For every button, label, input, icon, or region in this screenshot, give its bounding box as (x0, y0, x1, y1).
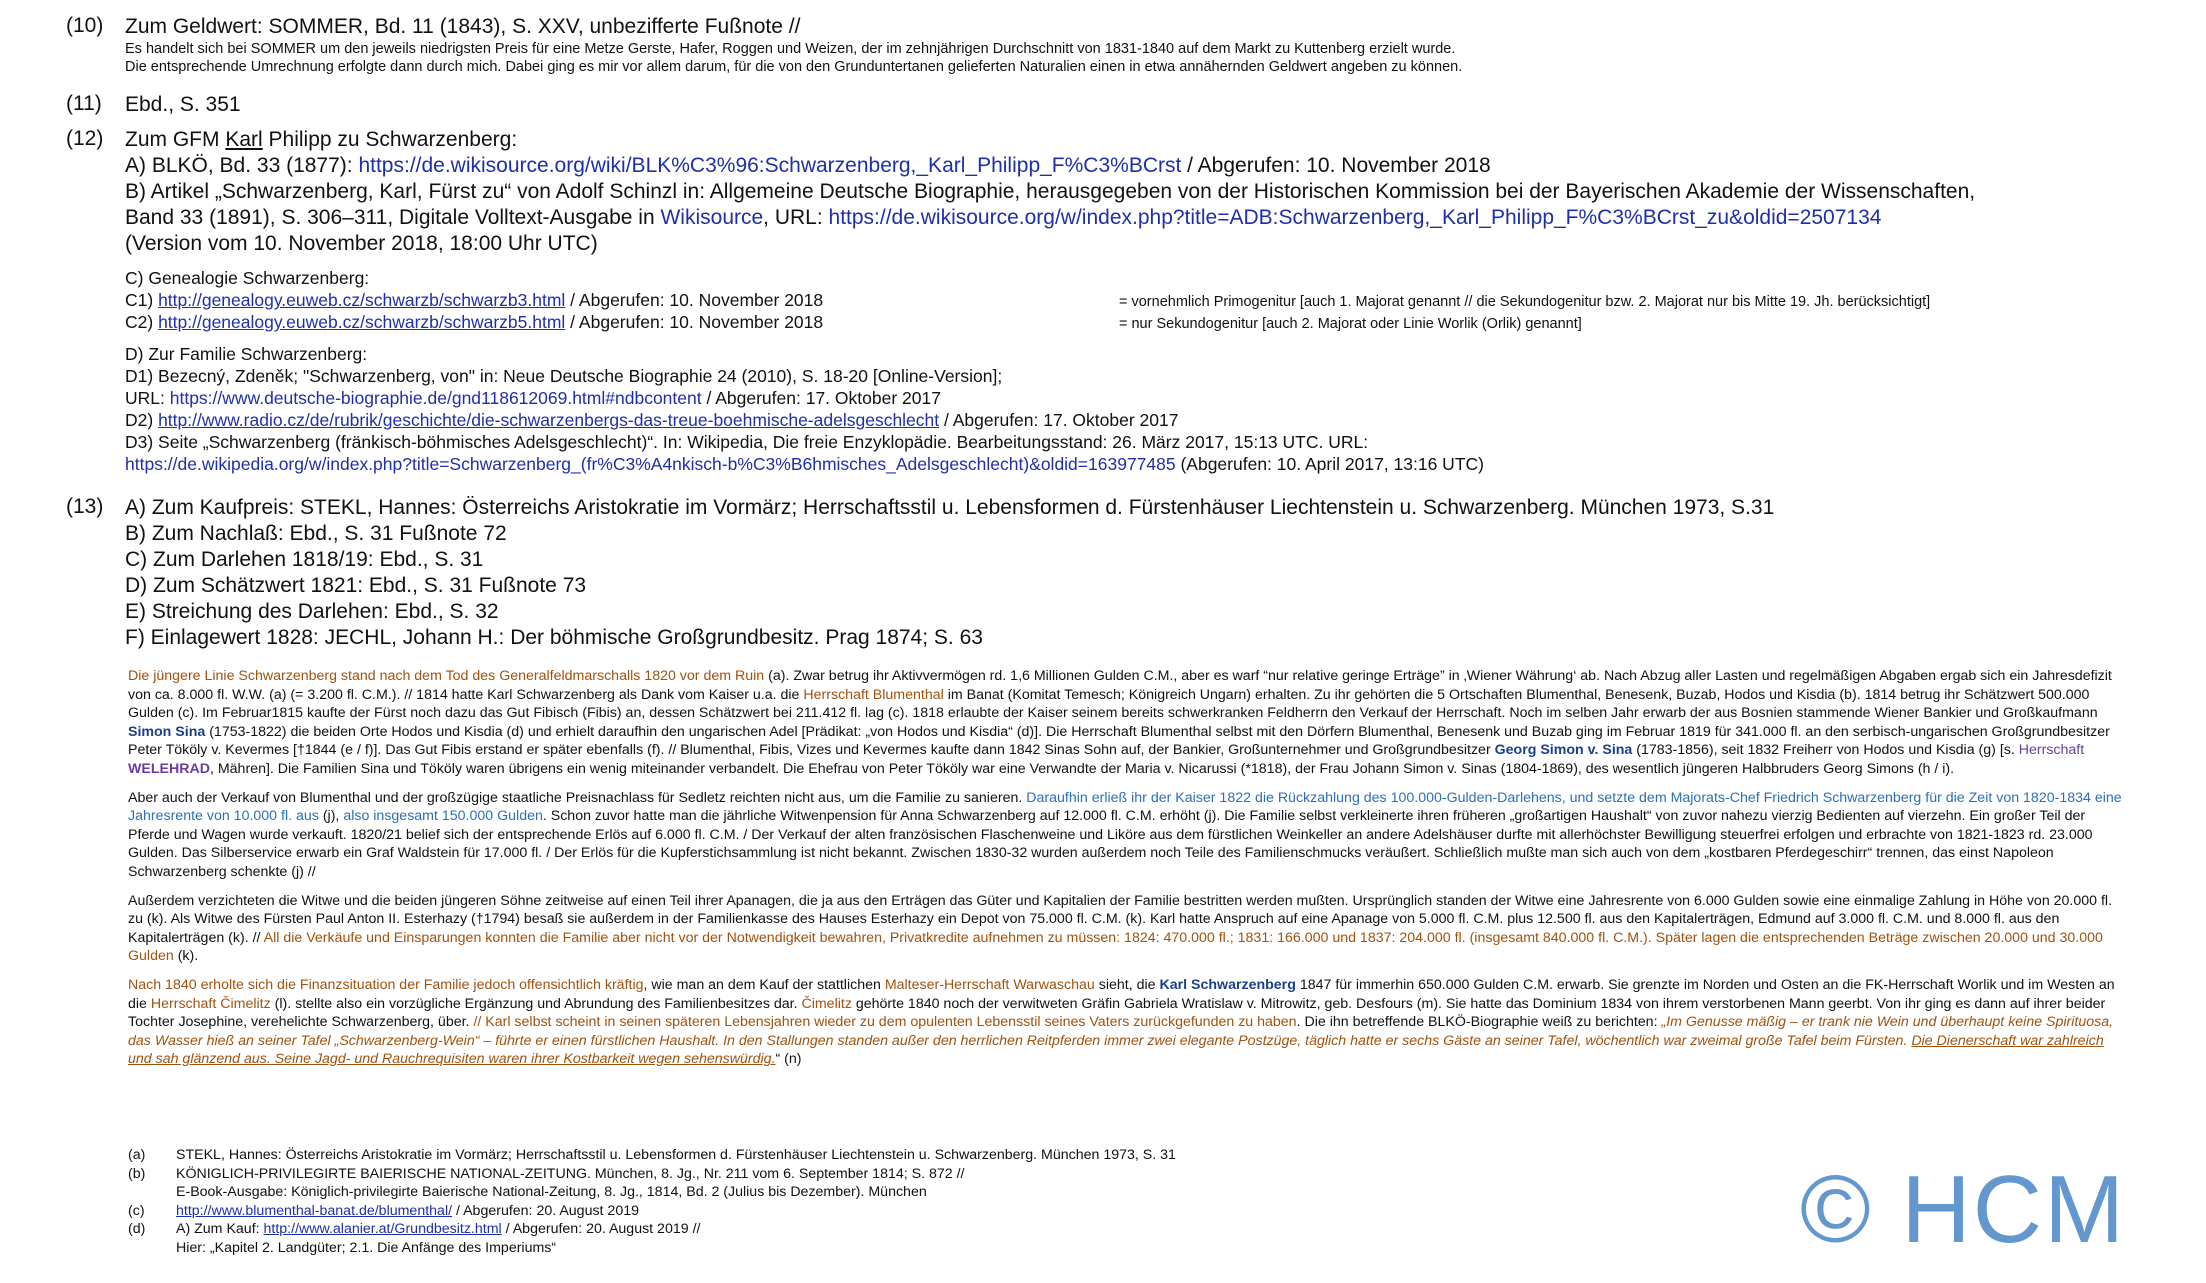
reference-a (128, 1146, 1528, 1165)
source-link[interactable]: https://www.deutsche-biographie.de/gnd118612069.html#ndbcontent (169, 388, 702, 408)
source-d1-url (125, 387, 2166, 409)
highlight-text: Malteser-Herrschaft Warwaschau (884, 976, 1095, 993)
source-c1 (125, 289, 2166, 311)
reference-b (128, 1165, 1528, 1184)
highlight-text: Die jüngere Linie Schwarzenberg stand nach dem Tod des Generalfeldmarschalls 1820 vor dem Ruin (128, 668, 765, 684)
source-label: A) BLKÖ, Bd. 33 (1877): (125, 154, 359, 177)
footnote-item: E) Streichung des Darlehen: Ebd., S. 32 (125, 600, 499, 623)
reference-key: (b) (128, 1165, 146, 1182)
access-date: / Abgerufen: 20. August 2019 // (501, 1221, 701, 1238)
footnote-12 (66, 127, 2166, 475)
reference-text: Hier: „Kapitel 2. Landgüter; 2.1. Die Anfänge des Imperiums“ (176, 1239, 557, 1256)
paragraph-text: 1847 für immerhin 650.000 Gulden C.M. erwarb. Sie grenzte im Norden und Osten an die FK-Herrschaft Worlik und im Westen an die (128, 976, 2115, 1012)
footnote-13 (66, 495, 2166, 651)
reference-c (128, 1202, 1528, 1221)
source-link[interactable]: https://de.wikisource.org/w/index.php?title=ADB:Schwarzenberg,_Karl_Philipp_F%C3%BCrst_zu&oldid=2507134 (828, 206, 1882, 229)
source-d3: D3) Seite „Schwarzenberg (fränkisch-böhmisches Adelsgeschlecht)“. In: Wikipedia, Die freie Enzyklopädie. Bearbeitungsstand: 26. März 2017, 15:13 UTC. URL: (125, 432, 1369, 452)
person-name: Karl Schwarzenberg (1159, 976, 1296, 993)
highlight-text: Herrschaft Čimelitz (150, 995, 271, 1012)
paragraph-text: , wie man an dem Kauf der stattlichen (643, 976, 885, 993)
reference-link[interactable]: http://www.blumenthal-banat.de/blumenthal/ (176, 1202, 453, 1219)
paragraph-text: sieht, die (1094, 976, 1160, 993)
source-a (125, 153, 2166, 179)
highlight-text: Daraufhin erließ ihr der Kaiser 1822 die Rückzahlung des 100.000-Gulden-Darlehens, und setzte dem Majorats-Chef Friedrich Schwarzenberg für die Zeit von 1820-1834 eine Jahresrente von 10.000 fl. aus (128, 789, 2122, 825)
source-link[interactable]: https://de.wikisource.org/wiki/BLK%C3%96:Schwarzenberg,_Karl_Philipp_F%C3%BCrst (358, 154, 1182, 177)
reference-b-line2 (128, 1183, 1528, 1202)
person-name: Simon Sina (128, 723, 206, 740)
source-c2 (125, 311, 2166, 333)
paragraph-text: (k). (173, 948, 199, 965)
footnote-item: D) Zum Schätzwert 1821: Ebd., S. 31 Fußnote 73 (125, 574, 587, 597)
paragraph-text: . Die ihn betreffende BLKÖ-Biographie weiß zu berichten: (1296, 1014, 1662, 1031)
source-label: D2) (125, 410, 159, 430)
highlight-text: also insgesamt 150.000 Gulden (343, 808, 543, 825)
paragraph-3 (128, 892, 2128, 966)
source-link[interactable]: https://de.wikipedia.org/w/index.php?title=Schwarzenberg_(fr%C3%A4nkisch-b%C3%B6hmisches_Adelsgeschlecht)&oldid=163977485 (125, 454, 1176, 474)
person-name: Georg Simon v. Sina (1494, 742, 1633, 759)
source-b-version: (Version vom 10. November 2018, 18:00 Uhr UTC) (125, 232, 598, 255)
highlight-text: Nach 1840 erholte sich die Finanzsituation der Familie jedoch offensichtlich kräftig (128, 976, 644, 993)
source-text: Band 33 (1891), S. 306–311, Digitale Volltext-Ausgabe in (125, 206, 661, 229)
source-label: URL: (125, 388, 170, 408)
source-d3-url (125, 453, 2166, 475)
source-b: B) Artikel „Schwarzenberg, Karl, Fürst zu“ von Adolf Schinzl in: Allgemeine Deutsche Biographie, herausgegeben von der Historischen Kommission bei der Bayerischen Akademie der Wissenschaften, (125, 180, 1976, 203)
access-date: / Abgerufen: 10. November 2018 (565, 312, 824, 332)
paragraph-text: Außerdem verzichteten die Witwe und die beiden jüngeren Söhne zeitweise auf einen Teil ihrer Apanagen, die ja aus den Erträgen das Güter und Kapitalien der Familie bestritten werden mußten. Ursprünglich standen der Witwe eine Jahresrente von 6.000 Gulden sowie eine einmalige Zahlung in Höhe von 20.000 fl. zu (k). Als Witwe des Fürsten Paul Anton II. Esterhazy (†1794) besaß sie außerdem in der Familienkasse des Hauses Esterhazy ein Depot von 75.000 fl. C.M. (k). Karl hatte Anspruch auf eine Apanage von 5.000 fl. C.M. plus 12.500 fl. aus den Kapitalerträgen, Edmund auf 3.000 fl. C.M. und 8.000 fl. aus den Kapitalerträgen (k). // (128, 892, 2113, 946)
highlight-text: // Karl selbst scheint in seinen späteren Lebensjahren wieder zu dem opulenten Lebensstil seines Vaters zurückgefunden zu haben (473, 1014, 1297, 1031)
paragraph-text: im Banat (Komitat Temesch; Königreich Ungarn) erhalten. Zu ihr gehörten die 5 Ortschaften Blumenthal, Benesenk, Buzab, Hodos und Kisdia (b). 1814 betrug ihr Schätzwert 500.000 Gulden (c). Im Februar1815 kaufte der Fürst noch dazu das Gut Fibisch (Fibis) an, dessen Schätzwert bei 211.412 fl. lag (c). 1818 erlaubte der Kaiser seinem bereits schwerkranken Feldherrn den Verkauf der Herrschaft. Noch im selben Jahr erwarb der aus Bosnien stammende Wiener Bankier und Großkaufmann (128, 686, 2098, 722)
copyright-watermark: © HCM (1800, 1156, 2127, 1263)
highlight-text: Čimelitz (801, 995, 852, 1012)
source-link[interactable]: http://www.radio.cz/de/rubrik/geschichte/die-schwarzenbergs-das-treue-boehmische-adelsgeschlecht (158, 410, 940, 430)
footnote-heading: Zum Geldwert: SOMMER, Bd. 11 (1843), S. XXV, unbezifferte Fußnote // (125, 15, 801, 38)
source-link[interactable]: http://genealogy.euweb.cz/schwarzb/schwarzb3.html (158, 290, 566, 310)
paragraph-text: , Mähren]. Die Familien Sina und Tököly waren übrigens ein wenig miteinander verbandelt. Die Ehefrau von Peter Tököly war eine Verwandte der Maria v. Nicarussi (*1818), der Frau Johann Simon v. Sinas (1804-1869), des wesentlich jüngeren Halbbruders Georg Simons (h / i). (209, 760, 1955, 777)
footnote-10 (66, 14, 2166, 76)
paragraph-text: (1753-1822) die beiden Orte Hodos und Kisdia (d) und erhielt daraufhin den ungarischen Adel [Prädikat: „von Hodos und Kisdia“ (d)]. Die Herrschaft Blumenthal selbst mit den Dörfern Blumenthal, Benesenk und Buzab ging im Februar 1819 für 341.000 fl. an den serbisch-ungarischen Großgrundbesitzer Peter Tököly v. Kevermes [†1844 (e / f)]. Das Gut Fibis erstand er später ebenfalls (f). // Blumenthal, Fibis, Vizes und Kevermes kaufte dann 1842 Sinas Sohn auf, der Bankier, Großunternehmer und Großgrundbesitzer (128, 723, 2110, 759)
footnote-number: (10) (66, 14, 104, 37)
access-date: / Abgerufen: 17. Oktober 2017 (939, 410, 1179, 430)
reference-list (128, 1146, 1528, 1258)
heading-text: Philipp zu Schwarzenberg: (262, 128, 518, 151)
section-heading: D) Zur Familie Schwarzenberg: (125, 344, 368, 364)
reference-text: KÖNIGLICH-PRIVILEGIRTE BAIERISCHE NATIONAL-ZEITUNG. München, 8. Jg., Nr. 211 vom 6. September 1814; S. 872 // (176, 1165, 965, 1182)
access-date: / Abgerufen: 10. November 2018 (1181, 154, 1491, 177)
source-label: C1) (125, 290, 159, 310)
paragraph-text: . Schon zuvor hatte man die jährliche Witwenpension für Anna Schwarzenberg auf 12.000 fl. C.M. erhöht (j). Die Familie selbst verkleinerte ihren früheren „großartigen Haushalt“ von zuvor nahezu vierzig Bedienten auf vierzehn. Ein großer Teil der Pferde und Wagen wurde verkauft. 1820/21 belief sich der entsprechende Erlös auf 6.000 fl. C.M. / Der Verkauf der alten französischen Flaschenweine und Liköre aus dem fürstlichen Weinkeller an andere Adelshäuser durfte mit allerhöchster Bewilligung steuerfrei erfolgen und erbrachte von 1821-1823 rd. 23.000 Gulden. Das Silberservice erwarb ein Graf Waldstein für 17.000 fl. / Der Erlös für die Kupferstichsammlung ist nicht bekannt. Zwischen 1830-32 wurden außerdem noch Teile des Familienschmucks veräußert. Schließlich mußte man sich auch von dem „kostbaren Pferdegeschirr“ trennen, das einst Napoleon Schwarzenberg schenkte (j) // (128, 808, 2093, 880)
paragraph-text: “ (n) (775, 1051, 802, 1068)
reference-d (128, 1220, 1528, 1239)
body-text (128, 667, 2128, 1069)
footnote-text: Es handelt sich bei SOMMER um den jeweils niedrigsten Preis für eine Metze Gerste, Hafer, Roggen und Weizen, der im zehnjährigen Durchschnitt von 1831-1840 auf dem Markt zu Kuttenberg erzielt wurde. (125, 41, 1456, 57)
footnote-number: (11) (66, 92, 102, 115)
source-d2 (125, 409, 2166, 431)
paragraph-text: (1783-1856), seit 1832 Freiherr von Hodos und Kisdia (g) [s. (1632, 742, 2019, 759)
highlight-text: Herrschaft Blumenthal (803, 686, 944, 703)
wikisource-link[interactable]: Wikisource (660, 206, 764, 229)
paragraph-text: gehörte 1840 noch der verwitweten Gräfin Gabriela Wratislaw v. Mitrowitz, geb. Desfours (m). Sie hatte das Dominium 1834 von ihrem verstorbenen Mann geerbt. Von ihr ging es dann auf ihrer beider Tochter Josephine, verehelichte Schwarzenberg, über. (128, 995, 2106, 1031)
paragraph-2 (128, 789, 2128, 882)
footnote-item: F) Einlagewert 1828: JECHL, Johann H.: Der böhmische Großgrundbesitz. Prag 1874; S. 63 (125, 626, 983, 649)
paragraph-1 (128, 667, 2128, 779)
footnote-number: (12) (66, 127, 104, 150)
reference-key: (d) (128, 1221, 146, 1238)
paragraph-text: Aber auch der Verkauf von Blumenthal und der großzügige staatliche Preisnachlass für Sedletz reichten nicht aus, um die Familie zu sanieren. (128, 789, 1027, 806)
access-date: / Abgerufen: 10. November 2018 (565, 290, 824, 310)
source-b-line2 (125, 205, 2166, 231)
section-heading: C) Genealogie Schwarzenberg: (125, 268, 370, 288)
source-d1: D1) Bezecný, Zdeněk; "Schwarzenberg, von" in: Neue Deutsche Biographie 24 (2010), S. 18-20 [Online-Version]; (125, 366, 1003, 386)
paragraph-text: (j), (318, 808, 344, 825)
source-link[interactable]: http://genealogy.euweb.cz/schwarzb/schwarzb5.html (158, 312, 566, 332)
reference-text: STEKL, Hannes: Österreichs Aristokratie im Vormärz; Herrschaftsstil u. Lebensformen d. Fürstenhäuser Liechtenstein u. Schwarzenberg. München 1973, S. 31 (176, 1147, 1176, 1163)
heading-name: Karl (225, 128, 263, 151)
footnote-number: (13) (66, 495, 104, 518)
place-link: Herrschaft (2018, 742, 2085, 759)
reference-key: (c) (128, 1202, 145, 1219)
paragraph-text: (a). Zwar betrug ihr Aktivvermögen rd. 1,6 Millionen Gulden C.M., aber es warf “nur relative geringe Erträge” in ‚Wiener Währung‘ ab. Nach Abzug aller Lasten und regelmäßigen Abgaben ergab sich ein Jahresdefizit von ca. 8.000 fl. W.W. (a) (= 3.200 fl. C.M.). // 1814 hatte Karl Schwarzenberg als Dank vom Kaiser u.a. die (128, 668, 2112, 703)
source-text: , URL: (763, 206, 829, 229)
access-date: (Abgerufen: 10. April 2017, 13:16 UTC) (1175, 454, 1484, 474)
footnote-item: A) Zum Kaufpreis: STEKL, Hannes: Österreichs Aristokratie im Vormärz; Herrschaftsstil u. Lebensformen d. Fürstenhäuser Liechtenstein u. Schwarzenberg. München 1973, S.31 (125, 496, 1775, 519)
heading-text: Zum GFM (125, 128, 226, 151)
footnote-11 (66, 92, 2166, 118)
highlight-text: All die Verkäufe und Einsparungen konnten die Familie aber nicht vor der Notwendigkeit bewahren, Privatkredite aufnehmen zu müssen: 1824: 470.000 fl.; 1831: 166.000 und 1837: 204.000 fl. (insgesamt 840.000 fl. C.M.). Später lagen die entsprechenden Beträge zwischen 20.000 und 30.000 Gulden (128, 929, 2103, 965)
source-note: = nur Sekundogenitur [auch 2. Majorat oder Linie Worlik (Orlik) genannt] (1119, 316, 1582, 332)
footnote-text: Die entsprechende Umrechnung erfolgte dann durch mich. Dabei ging es mir vor allem darum, für die von den Grunduntertanen gelieferten Naturalien einen in etwa annähernden Geldwert angeben zu können. (125, 59, 1463, 75)
reference-link[interactable]: http://www.alanier.at/Grundbesitz.html (263, 1221, 502, 1238)
paragraph-text: (l). stellte also ein vorzügliche Ergänzung und Abrundung des Familienbesitzes dar. (270, 995, 802, 1012)
access-date: / Abgerufen: 17. Oktober 2017 (701, 388, 941, 408)
source-note: = vornehmlich Primogenitur [auch 1. Majorat genannt // die Sekundogenitur bzw. 2. Majorat nur bis Mitte 19. Jh. berücksichtigt] (1119, 294, 1931, 310)
footnote-heading (125, 127, 2166, 153)
place-link: WELEHRAD (128, 760, 210, 777)
source-label: C2) (125, 312, 159, 332)
footnote-item: C) Zum Darlehen 1818/19: Ebd., S. 31 (125, 548, 484, 571)
quote-text: „Im Genusse mäßig – er trank nie Wein und überhaupt keine Spirituosa, das Wasser hieß an seiner Tafel „Schwarzenberg-Wein“ – führte er einen fürstlichen Haushalt. In den Stallungen standen außer den herrlichen Reitpferden immer zwei elegante Postzüge, täglich hatte er sechs Gäste an seiner Tafel, wöchentlich war zweimal große Tafel beim Fürsten. (128, 1014, 2114, 1049)
reference-d-line2 (128, 1239, 1528, 1258)
footnote-item: B) Zum Nachlaß: Ebd., S. 31 Fußnote 72 (125, 522, 507, 545)
footnote-text: Ebd., S. 351 (125, 93, 241, 116)
paragraph-4 (128, 976, 2128, 1069)
quote-text: Die Dienerschaft war zahlreich und sah glänzend aus. Seine Jagd- und Rauchrequisiten waren ihrer Kostbarkeit wegen sehenswürdig. (128, 1032, 2104, 1068)
reference-text: A) Zum Kauf: (176, 1221, 264, 1238)
reference-key: (a) (128, 1147, 146, 1163)
reference-text: E-Book-Ausgabe: Königlich-privilegirte Baierische National-Zeitung, 8. Jg., 1814, Bd. 2 (Julius bis Dezember). München (176, 1184, 927, 1201)
access-date: / Abgerufen: 20. August 2019 (452, 1202, 639, 1219)
